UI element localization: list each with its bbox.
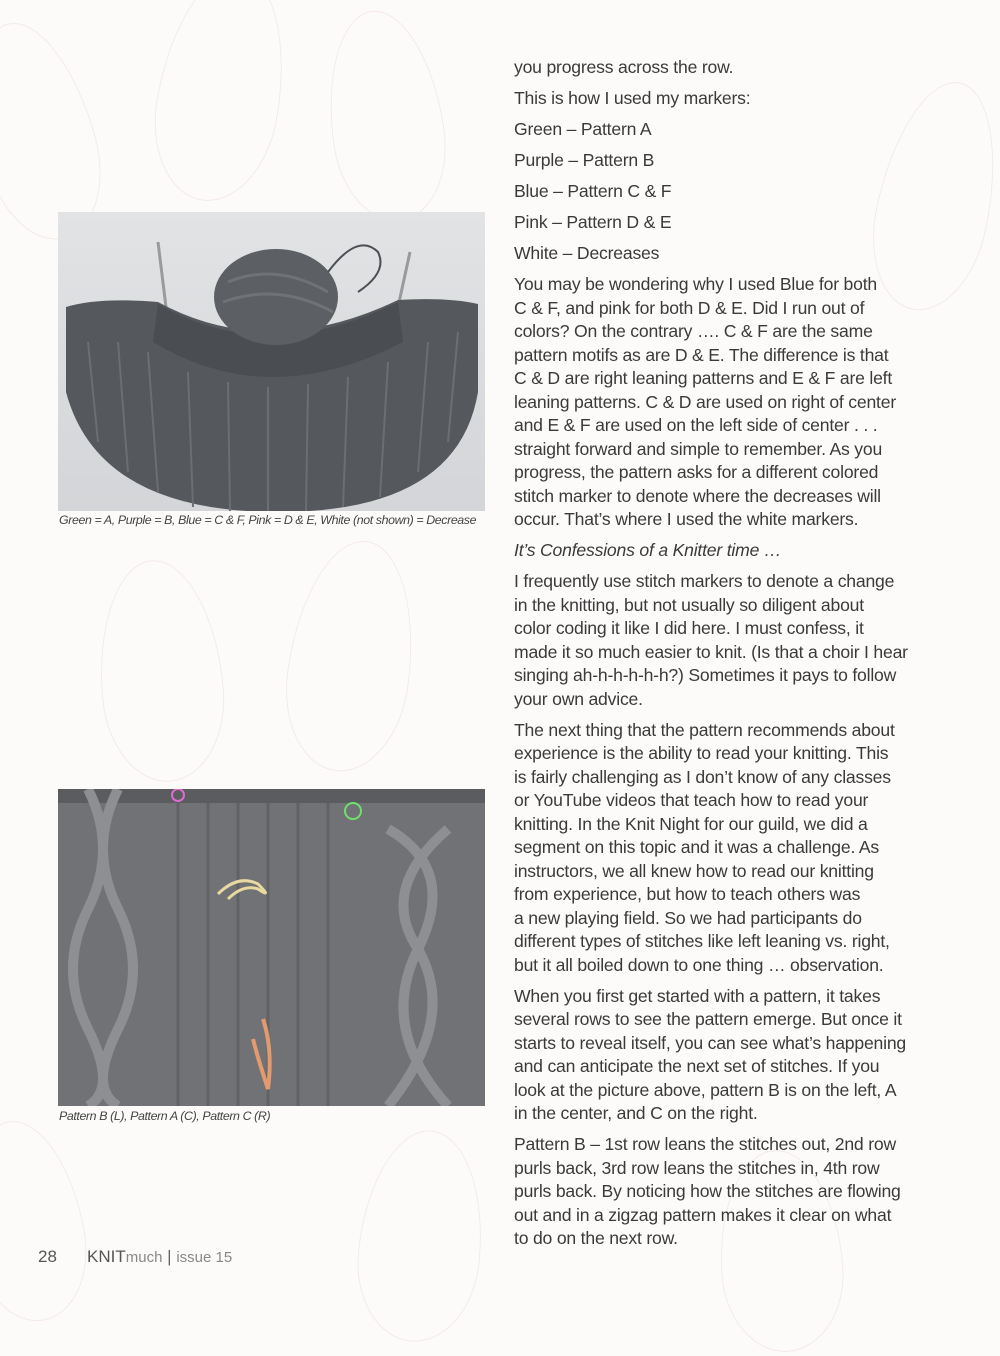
footer-separator: | [167,1247,172,1266]
paragraph-line: and can anticipate the next set of stitches. If you [514,1056,880,1076]
paragraph-line: in the knitting, but not usually so diligent about [514,594,864,615]
paragraph-line: This is how I used my markers: [514,88,751,108]
paragraph-line: Pattern B – 1st row leans the stitches out, 2nd row [514,1134,896,1154]
paragraph-line: leaning patterns. C & D are used on right of center [514,391,896,412]
leaf-decoration [316,3,456,229]
paragraph-line: starts to reveal itself, you can see what’s happening [514,1032,907,1053]
paragraph-line: made it so much easier to knit. (Is that a choir I hear [514,641,908,662]
paragraph-line: different types of stitches like left leaning vs. right, [514,931,890,951]
paragraph-line: singing ah-h-h-h-h-h?) Sometimes it pays to follow [514,665,897,685]
paragraph-line: C & D are right leaning patterns and E & F are left [514,368,893,388]
paragraph-line: Pink – Pattern D & E [514,212,672,232]
paragraph-line: experience is the ability to read your knitting. This [514,743,889,763]
paragraph-line: Green – Pattern A [514,119,652,139]
paragraph-line: The next thing that the pattern recommends about [514,719,895,740]
paragraph-line: Purple – Pattern B [514,150,655,170]
brand-light: much [125,1249,163,1266]
article-paragraph [514,985,954,1126]
paragraph-line: you progress across the row. [514,57,734,77]
paragraph-line: to do on the next row. [514,1228,678,1248]
article-paragraph [514,211,954,235]
paragraph-line: progress, the pattern asks for a different colored [514,462,879,482]
article-paragraph [514,570,954,711]
paragraph-line: purls back, 3rd row leans the stitches in, 4th row [514,1157,880,1178]
paragraph-line: several rows to see the pattern emerge. But once it [514,1009,902,1029]
paragraph-line: I frequently use stitch markers to denote a change [514,571,895,591]
cable-photo [58,789,485,1106]
article-paragraph [514,242,954,266]
article-paragraph [514,719,954,978]
paragraph-line: out and in a zigzag pattern makes it clear on what [514,1204,892,1225]
paragraph-line: Blue – Pattern C & F [514,181,672,201]
yoke-photo [58,212,485,511]
paragraph-line: and E & F are used on the left side of center . . . [514,415,878,435]
paragraph-line: stitch marker to denote where the decreases will [514,485,881,506]
article-paragraph [514,118,954,142]
paragraph-line: instructors, we all knew how to read our knitting [514,860,874,881]
paragraph-line: color coding it like I did here. I must confess, it [514,618,864,638]
paragraph-line: or YouTube videos that teach how to read your [514,790,869,810]
article-paragraph [514,56,954,80]
leaf-decoration [91,555,232,787]
article-paragraph [514,149,954,173]
paragraph-line: straight forward and simple to remember. As you [514,438,883,459]
paragraph-line: is fairly challenging as I don’t know of any classes [514,766,891,787]
issue-label: issue 15 [176,1249,233,1266]
yoke-illustration [58,212,485,511]
paragraph-line: in the center, and C on the right. [514,1103,758,1123]
paragraph-line: a new playing field. So we had participants do [514,907,862,928]
brand-bold: KNIT [87,1247,126,1266]
paragraph-line: look at the picture above, pattern B is on the left, A [514,1079,897,1100]
top-photo-caption: Green = A, Purple = B, Blue = C & F, Pink = D & E, White (not shown) = Decrease [59,513,477,527]
paragraph-line: but it all boiled down to one thing … observation. [514,954,884,975]
paragraph-line: You may be wondering why I used Blue for both [514,274,877,294]
paragraph-line: When you first get started with a pattern, it takes [514,985,881,1006]
paragraph-line: your own advice. [514,688,643,709]
paragraph-line: pattern motifs as are D & E. The difference is that [514,344,889,365]
leaf-decoration [0,1112,99,1330]
paragraph-line: White – Decreases [514,243,660,263]
article-body [514,56,954,1258]
cable-illustration [58,789,485,1106]
article-paragraph [514,1133,954,1251]
paragraph-line: colors? On the contrary …. C & F are the same [514,321,873,341]
paragraph-line: It’s Confessions of a Knitter time … [514,540,782,560]
paragraph-line: C & F, and pink for both D & E. Did I run out of [514,297,865,318]
article-paragraph [514,180,954,204]
paragraph-line: occur. That’s where I used the white markers. [514,509,859,529]
magazine-footer [87,1247,232,1267]
article-paragraph [514,87,954,111]
leaf-decoration [274,533,427,780]
article-paragraph [514,539,954,563]
paragraph-line: from experience, but how to teach others was [514,884,861,904]
bottom-photo-caption: Pattern B (L), Pattern A (C), Pattern C (R) [59,1109,271,1123]
paragraph-line: knitting. In the Knit Night for our guild, we did a [514,813,868,834]
leaf-decoration [349,1124,492,1348]
leaf-decoration [141,0,301,211]
page-number: 28 [38,1247,57,1266]
paragraph-line: purls back. By noticing how the stitches are flowing [514,1181,901,1201]
paragraph-line: segment on this topic and it was a challenge. As [514,837,879,857]
article-paragraph [514,273,954,532]
